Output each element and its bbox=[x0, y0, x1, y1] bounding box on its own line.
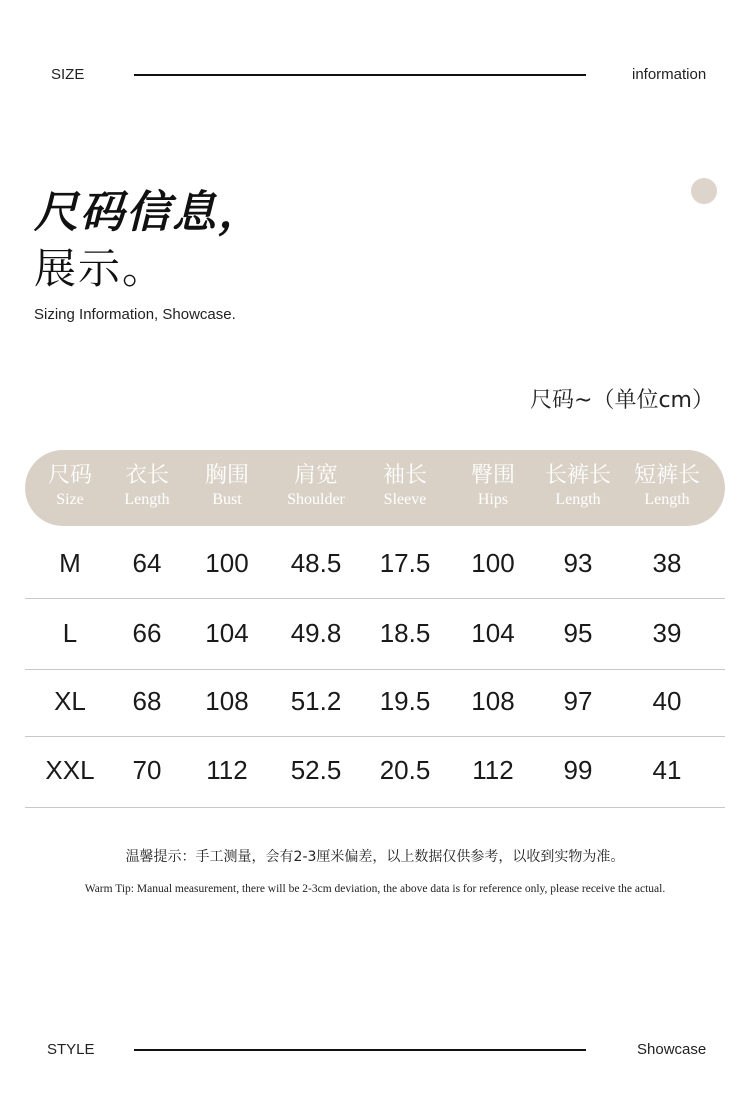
measurement-cell: 95 bbox=[563, 618, 593, 648]
header-cell-en: Length bbox=[644, 491, 690, 508]
measurement-cell: 108 bbox=[205, 686, 249, 716]
measurement-cell: 18.5 bbox=[379, 618, 431, 648]
header-cell-en: Size bbox=[56, 491, 84, 508]
header-cell-zh: 衣长 bbox=[124, 463, 169, 488]
title-line-2: 展示。 bbox=[34, 244, 167, 293]
header-cell-zh: 尺码 bbox=[47, 463, 92, 488]
footer-showcase-label: Showcase bbox=[637, 1041, 707, 1058]
measurement-cell: 99 bbox=[563, 755, 593, 785]
header-cell-zh: 肩宽 bbox=[293, 463, 338, 488]
measurement-cell: 104 bbox=[471, 618, 515, 648]
measurement-cell: 52.5 bbox=[290, 755, 342, 785]
measurement-cell: 100 bbox=[205, 548, 249, 578]
measurement-cell: 93 bbox=[563, 548, 593, 578]
measurement-cell: 97 bbox=[563, 686, 593, 716]
size-cell: XXL bbox=[45, 755, 95, 785]
size-cell: XL bbox=[54, 686, 86, 716]
header-cell bbox=[622, 450, 712, 526]
unit-label: 尺码~（单位cm） bbox=[530, 388, 714, 413]
measurement-cell: 100 bbox=[471, 548, 515, 578]
measurement-cell: 40 bbox=[652, 686, 682, 716]
header-cell-en: Sleeve bbox=[383, 491, 427, 508]
title-line-1: 尺码信息， bbox=[34, 187, 264, 238]
header-cell bbox=[182, 450, 272, 526]
header-cell-zh: 胸围 bbox=[204, 463, 249, 488]
measurement-cell: 19.5 bbox=[379, 686, 431, 716]
measurement-cell: 68 bbox=[132, 686, 162, 716]
row-divider bbox=[25, 669, 725, 670]
measurement-cell: 41 bbox=[652, 755, 682, 785]
header-information-label: information bbox=[632, 66, 707, 83]
footer-rule bbox=[134, 1049, 586, 1051]
table-header bbox=[25, 450, 725, 526]
subtitle: Sizing Information, Showcase. bbox=[34, 306, 236, 323]
row-divider bbox=[25, 598, 725, 599]
header-cell-zh: 长裤长 bbox=[544, 463, 611, 488]
header-size-label: SIZE bbox=[51, 66, 85, 83]
warm-tip-en: Warm Tip: Manual measurement, there will be 2-3cm deviation, the above data is for reference only, please receive the actual. bbox=[84, 883, 666, 895]
header-cell-en: Length bbox=[555, 491, 601, 508]
measurement-cell: 112 bbox=[472, 755, 514, 785]
measurement-cell: 70 bbox=[132, 755, 162, 785]
size-cell: M bbox=[59, 548, 81, 578]
measurement-cell: 48.5 bbox=[290, 548, 342, 578]
header-cell-en: Hips bbox=[477, 491, 509, 508]
measurement-cell: 17.5 bbox=[379, 548, 431, 578]
row-divider bbox=[25, 807, 725, 808]
header-cell bbox=[448, 450, 538, 526]
measurement-cell: 38 bbox=[652, 548, 682, 578]
size-cell: L bbox=[62, 618, 78, 648]
row-divider bbox=[25, 736, 725, 737]
measurement-cell: 104 bbox=[205, 618, 249, 648]
decorative-dot bbox=[691, 178, 717, 204]
header-cell bbox=[360, 450, 450, 526]
header-cell-zh: 袖长 bbox=[382, 463, 427, 488]
footer-style-label: STYLE bbox=[47, 1041, 95, 1058]
measurement-cell: 39 bbox=[652, 618, 682, 648]
header-cell-zh: 臀围 bbox=[470, 463, 515, 488]
header-cell-en: Length bbox=[124, 491, 170, 508]
header-cell-zh: 短裤长 bbox=[633, 463, 700, 488]
measurement-cell: 51.2 bbox=[290, 686, 342, 716]
header-cell-en: Shoulder bbox=[287, 491, 345, 508]
measurement-cell: 108 bbox=[471, 686, 515, 716]
header-cell-en: Bust bbox=[212, 491, 242, 508]
measurement-cell: 49.8 bbox=[290, 618, 342, 648]
measurement-cell: 64 bbox=[132, 548, 162, 578]
warm-tip-zh: 温馨提示：手工测量，会有2-3厘米偏差，以上数据仅供参考，以收到实物为准。 bbox=[125, 849, 625, 865]
measurement-cell: 112 bbox=[206, 755, 248, 785]
measurement-cell: 20.5 bbox=[379, 755, 431, 785]
measurement-cell: 66 bbox=[132, 618, 162, 648]
header-cell bbox=[102, 450, 192, 526]
header-cell bbox=[271, 450, 361, 526]
header-cell bbox=[533, 450, 623, 526]
header-rule bbox=[134, 74, 586, 76]
